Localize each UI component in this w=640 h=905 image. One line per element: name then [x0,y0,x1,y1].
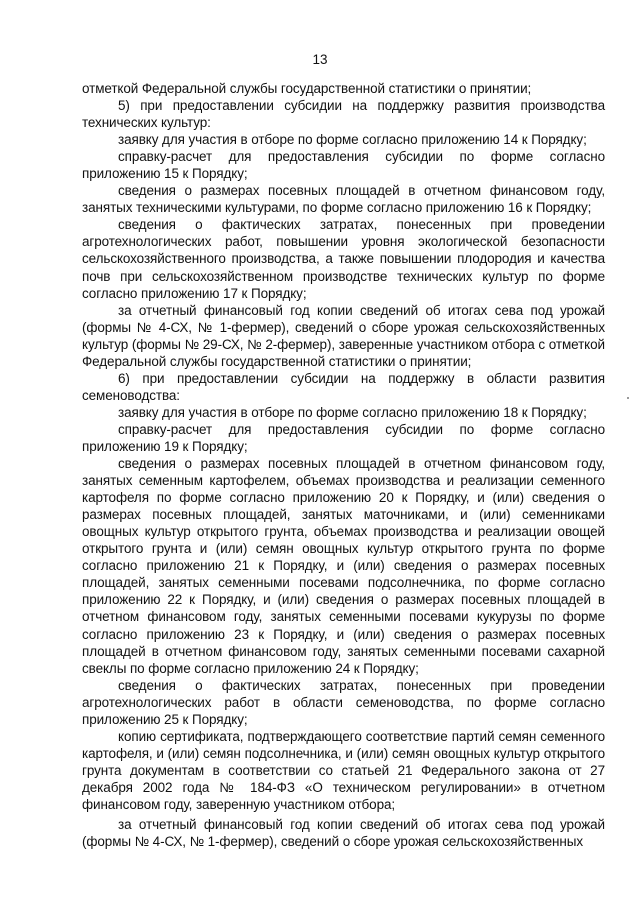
paragraph-calculation-form-15: справку-расчет для предоставления субсидии по форме согласно приложению 15 к Порядку; [82,149,605,182]
document-body [82,80,605,850]
paragraph-calculation-form-19: справку-расчет для предоставления субсидии по форме согласно приложению 19 к Порядку; [82,421,605,454]
paragraph-certificate-copy: копию сертификата, подтверждающего соответствие партий семян семенного картофеля, и (или) семян подсолнечника, и (или) семян овощных культур открытого грунта документам в соответствии со статьей 21 Федерального закона от 27 декабря 2002 года № 184-ФЗ «О техническом регулировании» в отчетном финансовом году, заверенную участником отбора; [82,728,605,812]
paragraph-item-5-heading: 5) при предоставлении субсидии на поддержку развития производства технических культур: [82,98,605,131]
scan-speck [627,397,629,399]
paragraph-statistics-copies-continued: за отчетный финансовый год копии сведений об итогах сева под урожай (формы № 4-СХ, № 1-фермер), сведений о сборе урожая сельскохозяйственных [82,817,605,850]
paragraph-statistics-copies: за отчетный финансовый год копии сведений об итогах сева под урожай (формы № 4-СХ, № 1-фермер), сведений о сборе урожая сельскохозяйственных культур (формы № 29-СХ, № 2-фермер), заверенные участником отбора с отметкой Федеральной службы государственной статистики о принятии; [82,302,605,369]
paragraph-application-form-14: заявку для участия в отборе по форме согласно приложению 14 к Порядку; [118,132,587,148]
paragraph-actual-costs-form-25: сведения о фактических затратах, понесенных при проведении агротехнологических работ в области семеноводства, по форме согласно приложению 25 к Порядку; [82,677,605,727]
paragraph-continuation: отметкой Федеральной службы государственной статистики о принятии; [82,81,532,96]
paragraph-sown-area-form-16: сведения о размерах посевных площадей в отчетном финансовом году, занятых техническими культурами, по форме согласно приложению 16 к Порядку; [82,183,605,216]
paragraph-item-6-heading: 6) при предоставлении субсидии на поддержку в области развития семеноводства: [82,370,605,403]
paragraph-application-form-18: заявку для участия в отборе по форме согласно приложению 18 к Порядку; [118,404,587,420]
paragraph-actual-costs-form-17: сведения о фактических затратах, понесенных при проведении агротехнологических работ, повышении уровня экологической безопасности сельскохозяйственного производства, а также повышении плодородия и качества почв при сельскохозяйственном производстве технических культур по форме согласно приложению 17 к Порядку; [82,217,605,301]
page-number: 13 [312,52,328,67]
paragraph-sown-area-forms-20-24: сведения о размерах посевных площадей в отчетном финансовом году, занятых семенным картофелем, объемах производства и реализации семенного картофеля по форме согласно приложению 20 к Порядку, и (или) сведения о размерах посевных площадей, занятых маточниками, и (или) семенниками овощных культур открытого грунта, объемах производства и реализации овощей открытого грунта и (или) семян овощных культур открытого грунта по форме согласно приложению 21 к Порядку, и (или) сведения о размерах посевных площадей, занятых семенными посевами подсолнечника, по форме согласно приложению 22 к Порядку, и (или) сведения о размерах посевных площадей в отчетном финансовом году, занятых семенными посевами кукурузы по форме согласно приложению 23 к Порядку, и (или) сведения о размерах посевных площадей в отчетном финансовом году, занятых семенными посевами сахарной свеклы по форме согласно приложению 24 к Порядку; [82,456,605,676]
